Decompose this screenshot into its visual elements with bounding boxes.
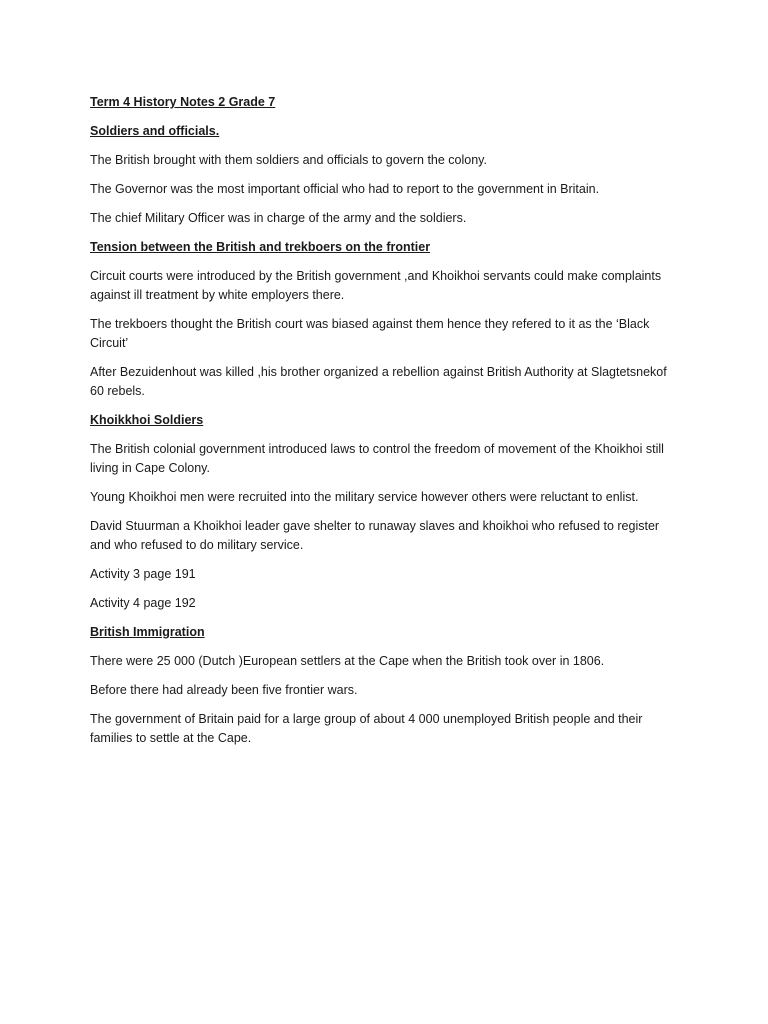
document-title: Term 4 History Notes 2 Grade 7 (90, 95, 276, 109)
paragraph: The chief Military Officer was in charge of the army and the soldiers. (90, 211, 467, 225)
paragraph: After Bezuidenhout was killed ,his brother organized a rebellion against British Authority at Slagtetsnekof 60 rebels. (90, 365, 667, 398)
paragraph: David Stuurman a Khoikhoi leader gave shelter to runaway slaves and khoikhoi who refused to register and who refused to do military service. (90, 519, 660, 552)
paragraph: There were 25 000 (Dutch )European settlers at the Cape when the British took over in 1806. (90, 654, 605, 668)
paragraph: The British colonial government introduced laws to control the freedom of movement of the Khoikhoi still living in Cape Colony. (90, 442, 664, 475)
paragraph: Young Khoikhoi men were recruited into the military service however others were reluctant to enlist. (90, 490, 639, 504)
section-heading: Khoikkhoi Soldiers (90, 413, 204, 427)
section-heading: Soldiers and officials. (90, 124, 220, 138)
paragraph: Activity 4 page 192 (90, 596, 196, 610)
paragraph: The British brought with them soldiers and officials to govern the colony. (90, 153, 487, 167)
section-heading: Tension between the British and trekboers on the frontier (90, 240, 431, 254)
paragraph: Activity 3 page 191 (90, 567, 196, 581)
paragraph: The government of Britain paid for a large group of about 4 000 unemployed British people and their families to settle at the Cape. (90, 712, 643, 745)
section-heading: British Immigration (90, 625, 205, 639)
paragraph: Before there had already been five frontier wars. (90, 683, 358, 697)
paragraph: The Governor was the most important official who had to report to the government in Britain. (90, 182, 600, 196)
paragraph: Circuit courts were introduced by the British government ,and Khoikhoi servants could make complaints against ill treatment by white employers there. (90, 269, 662, 302)
paragraph: The trekboers thought the British court was biased against them hence they refered to it as the ‘Black Circuit’ (90, 317, 650, 350)
